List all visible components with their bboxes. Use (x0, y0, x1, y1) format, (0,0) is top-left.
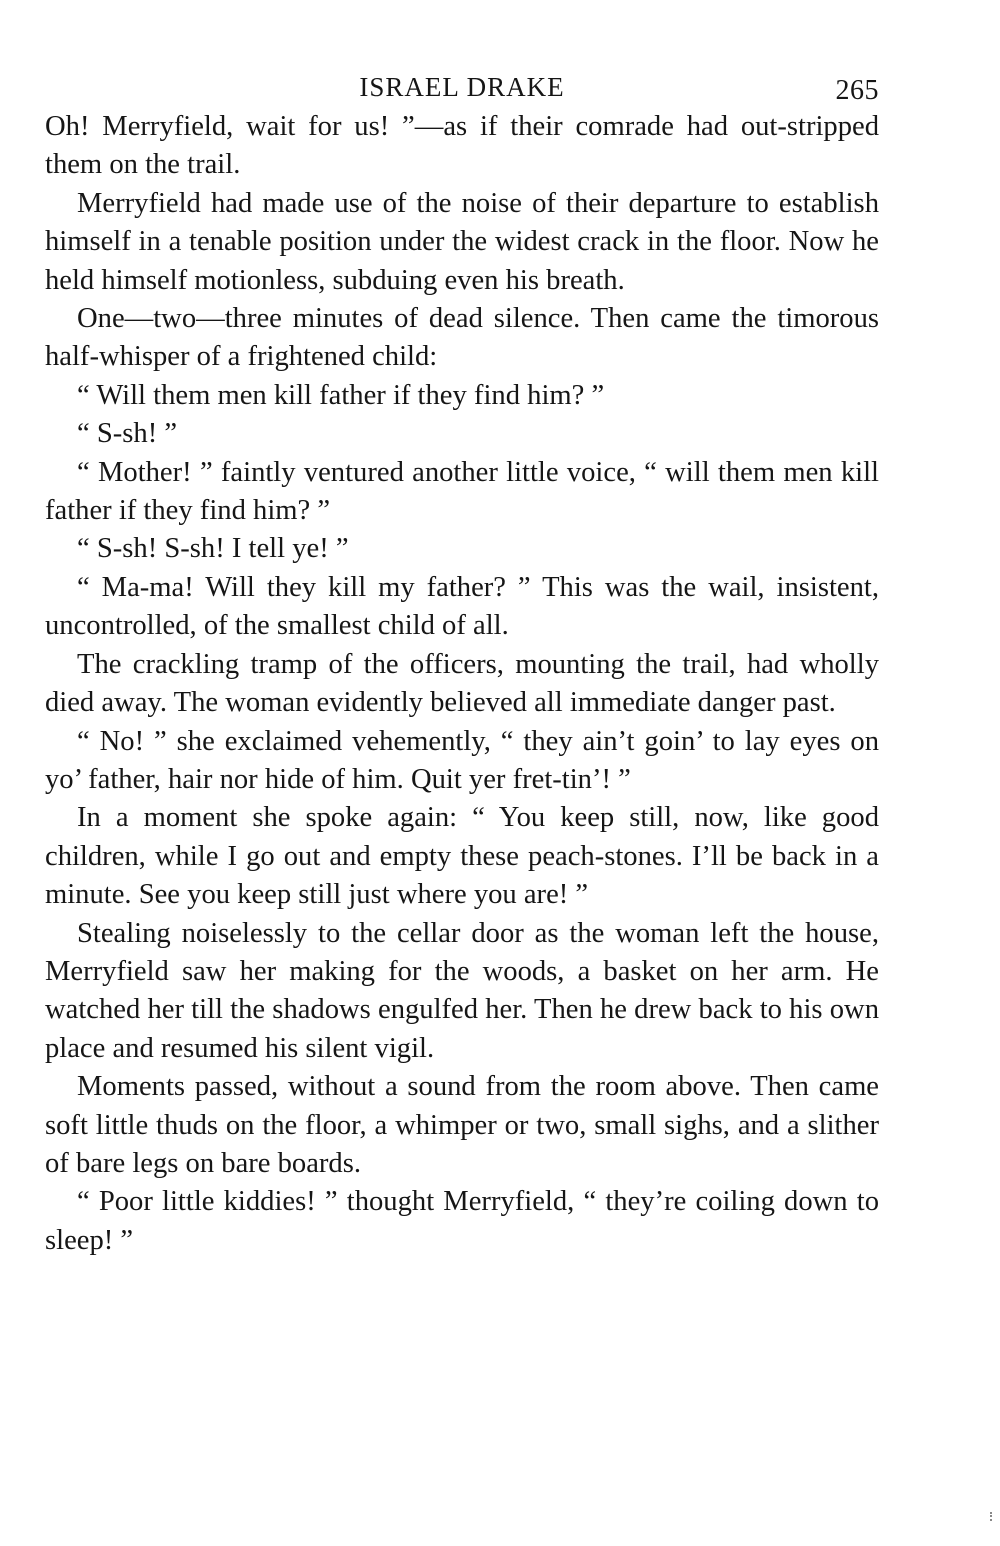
paragraph: “ Mother! ” faintly ventured another little voice, “ will them men kill father if they find him? ” (45, 456, 879, 527)
running-title: ISRAEL DRAKE (359, 72, 565, 102)
paragraph: Merryfield had made use of the noise of their departure to establish himself in a tenable position under the widest crack in the floor. Now he held himself motionless, subduing even his breath. (45, 187, 879, 296)
paragraph: Moments passed, without a sound from the room above. Then came soft little thuds on the floor, a whimper or two, small sighs, and a slither of bare legs on bare boards. (45, 1071, 879, 1179)
paragraph: Stealing noiselessly to the cellar door as the woman left the house, Merryfield saw her making for the woods, a basket on her arm. He watched her till the shadows engulfed her. Then he drew back to his own place and resumed his silent vigil. (45, 917, 879, 1064)
body-text (45, 108, 879, 1260)
paragraph: In a moment she spoke again: “ You keep still, now, like good children, while I go out and empty these peach-stones. I’ll be back in a minute. See you keep still just where you are! ” (45, 802, 879, 911)
paragraph: “ S-sh! ” (77, 418, 178, 450)
book-page (45, 68, 879, 1260)
paragraph: Oh! Merryfield, wait for us! ”—as if their comrade had out-stripped them on the trail. (45, 111, 879, 181)
paragraph: One—two—three minutes of dead silence. Then came the timorous half-whisper of a frightened child: (45, 303, 879, 373)
scan-edge-mark (990, 1512, 994, 1521)
paragraph: “ S-sh! S-sh! I tell ye! ” (77, 533, 349, 565)
paragraph: “ Ma-ma! Will they kill my father? ” This was the wail, insistent, uncontrolled, of the smallest child of all. (45, 571, 879, 642)
page-number: 265 (835, 75, 879, 106)
paragraph: “ No! ” she exclaimed vehemently, “ they ain’t goin’ to lay eyes on yo’ father, hair nor hide of him. Quit yer fret-tin’! ” (45, 725, 879, 795)
paragraph: “ Poor little kiddies! ” thought Merryfield, “ they’re coiling down to sleep! ” (45, 1186, 879, 1256)
paragraph: The crackling tramp of the officers, mounting the trail, had wholly died away. The woman evidently believed all immediate danger past. (45, 648, 879, 719)
paragraph: “ Will them men kill father if they find him? ” (77, 379, 605, 411)
running-head (45, 68, 879, 108)
